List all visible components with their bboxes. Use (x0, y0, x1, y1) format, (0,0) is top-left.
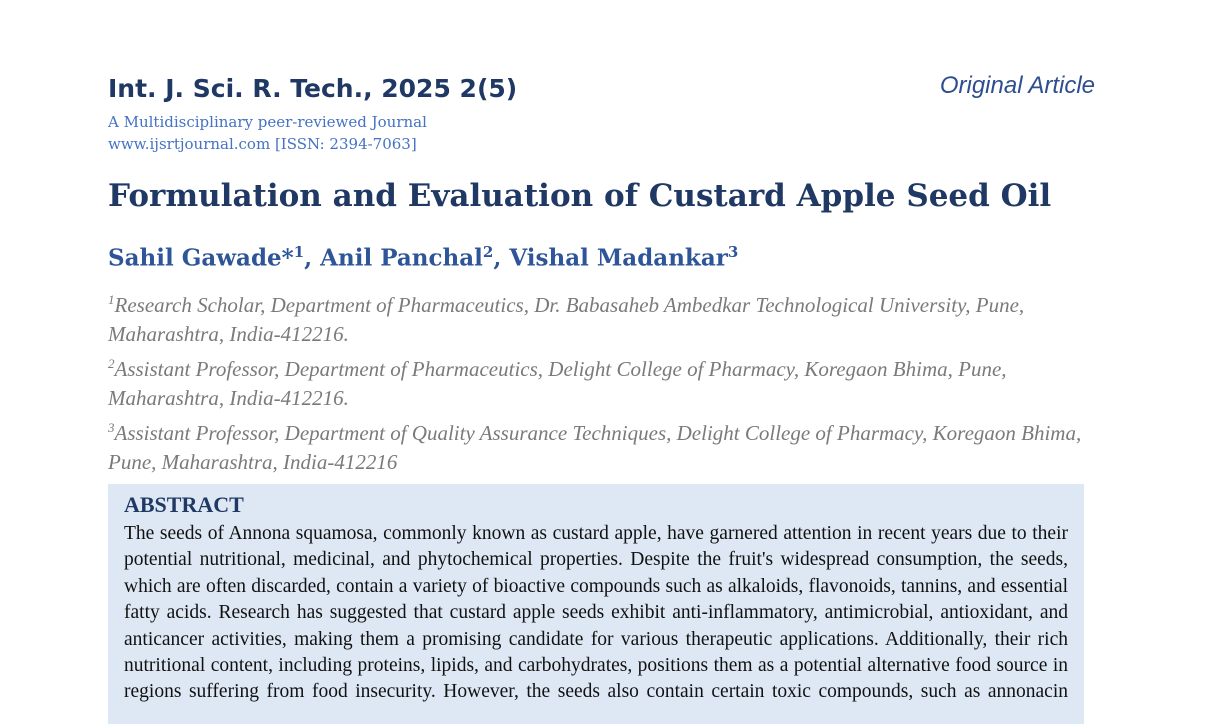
journal-citation: Int. J. Sci. R. Tech., 2025 2(5) (108, 74, 518, 103)
article-type-label: Original Article (939, 72, 1095, 99)
journal-website-link[interactable]: www.ijsrtjournal.com [ISSN: 2394-7063] (108, 135, 417, 153)
affiliation-text: Research Scholar, Department of Pharmaceutics, Dr. Babasaheb Ambedkar Technological University, Pune, Maharashtra, India-412216. (108, 293, 1025, 346)
abstract-heading: ABSTRACT (124, 492, 244, 517)
affiliation-text: Assistant Professor, Department of Pharmaceutics, Delight College of Pharmacy, Koregaon Bhima, Pune, Maharashtra, India-412216. (108, 357, 1007, 410)
affiliation-item (108, 285, 1098, 349)
paper-title: Formulation and Evaluation of Custard Apple Seed Oil (108, 178, 1052, 214)
author-affiliation-marker: 3 (727, 243, 739, 261)
abstract-body: The seeds of Annona squamosa, commonly known as custard apple, have garnered attention in recent years due to their potential nutritional, medicinal, and phytochemical properties. Despite the fruit's widespread consumption, the seeds, which are often discarded, contain a variety of bioactive compounds such as alkaloids, flavonoids, tannins, and essential fatty acids. Research has suggested that custard apple seeds exhibit anti-inflammatory, antimicrobial, antioxidant, and anticancer activities, making them a promising candidate for various therapeutic applications. Additionally, their rich nutritional content, including proteins, lipids, and carbohydrates, positions them as a potential alternative food source in regions suffering from food insecurity. However, the seeds also contain certain toxic compounds, such as annonacin (124, 523, 1068, 703)
author-name: Sahil Gawade* (108, 244, 294, 272)
affiliation-item (108, 413, 1098, 477)
abstract-section (108, 484, 1084, 724)
affiliation-number: 1 (108, 292, 115, 307)
affiliation-number: 2 (108, 356, 115, 371)
affiliation-item (108, 349, 1098, 413)
affiliation-list (108, 285, 1098, 477)
author-name: Vishal Madankar (509, 244, 728, 272)
author-name: Anil Panchal (320, 244, 483, 272)
author-affiliation-marker: 1 (293, 243, 305, 261)
affiliation-text: Assistant Professor, Department of Quality Assurance Techniques, Delight College of Pharmacy, Koregaon Bhima, Pune, Maharashtra, India-412216 (108, 421, 1082, 474)
affiliation-number: 3 (108, 420, 115, 435)
author-affiliation-marker: 2 (482, 243, 494, 261)
journal-tagline: A Multidisciplinary peer-reviewed Journal (108, 113, 427, 131)
author-list: Sahil Gawade*$^1$, Anil Panchal$^2$, Vishal Madankar$^3$ (108, 243, 739, 272)
